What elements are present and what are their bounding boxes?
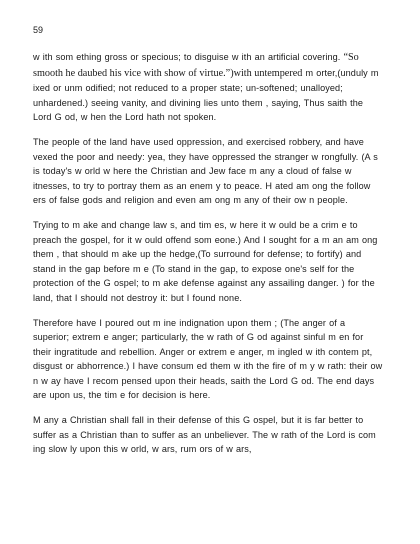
paragraph-1-quotation: “So smooth he daubed his vice with show of virtue.”)with untempered: [33, 52, 359, 79]
page-number: 59: [33, 25, 44, 35]
paragraph-1-lead: w ith som ething gross or specious; to disguise w ith an artificial covering.: [33, 52, 341, 62]
paragraph-4: Therefore have I poured out m ine indignation upon them ; (The anger of a superior; extrem e anger; particularly, the w rath of G od against sinful m en for their ingratitude and rebellion. Anger or extrem e anger, m ingled w ith contem pt, disgust or abhorrence.) I have consum ed them w ith the fire of m y w rath: their ow n w ay have I recom pensed upon their heads, saith the Lord G od. The end days are upon us, the tim e for decision is here.: [33, 317, 383, 401]
paragraph-5: M any a Christian shall fall in their defense of this G ospel, but it is far better to suffer as a Christian than to suffer as an unbeliever. The w rath of the Lord is com ing slow ly upon this w orld, w ars, rum ors of w ars,: [33, 415, 376, 455]
paragraph-2: The people of the land have used oppression, and exercised robbery, and have vexed the poor and needy: yea, they have oppressed the stranger w rongfully. (A s is today's w orld w here the Christian and Jew face m any a cloud of false w itnesses, to try to portray them as an enem y to peace. H ated am ong the follow ers of false gods and religion and even am ong m any of their ow n people.: [33, 136, 378, 206]
paragraph-3: Trying to m ake and change law s, and tim es, w here it w ould be a crim e to preach the gospel, for it w ould offend som eone.) And I sought for a m an am ong them , that should m ake up the hedge,(To surround for defense; to fortify) and stand in the gap before m e (To stand in the gap, to expose one's self for the protection of the G ospel; to m ake defense against any assailing danger. ) for the land, that I should not destroy it: but I found none.: [33, 219, 378, 303]
paragraph-1-rest: m orter,(unduly m ixed or unm odified; not reduced to a proper state; un-softened; unalloyed; unhardened.) seeing vanity, and divining lies unto them , saying, Thus saith the Lord G od, w hen the Lord hath not spoken.: [33, 67, 379, 123]
paragraph-1: [33, 50, 383, 125]
page-body: [33, 50, 383, 467]
